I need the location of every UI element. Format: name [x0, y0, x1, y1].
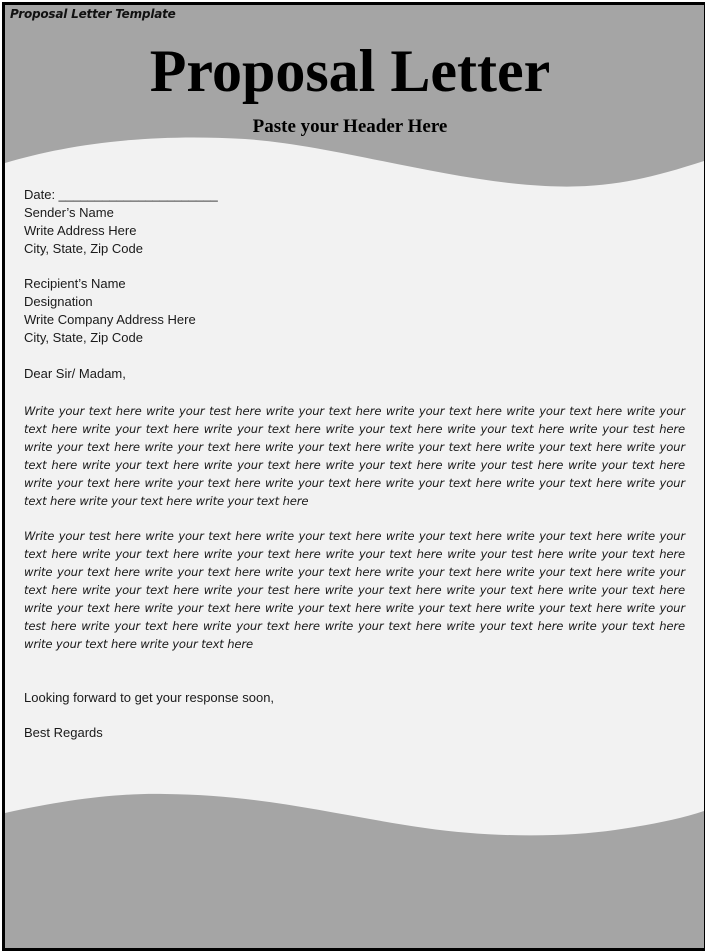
header-placeholder: Paste your Header Here — [252, 116, 448, 137]
recipient-designation: Designation — [24, 294, 93, 309]
sender-name: Sender’s Name — [24, 205, 114, 220]
sign-off: Best Regards — [24, 725, 103, 740]
body-paragraph-2: Write your test here write your text here write your text here write your text here write your text here write your text here write your text here write your text here write your text here write your test here write your text here write your text here write your text here write your text here write your text here write your text here write your text here write your text here write your test here write your text here write your text here write your text here write your text here write your text here write your text here write your text here write your text here write your test here write your text here write your text here write your text here write your text here write your text here write your text here write your text here — [24, 529, 685, 651]
date-line: Date: ______________________ — [24, 187, 218, 202]
closing-line: Looking forward to get your response soon, — [24, 690, 275, 705]
letter-page — [2, 2, 705, 951]
recipient-block — [24, 275, 686, 347]
recipient-name: Recipient’s Name — [24, 276, 126, 291]
page-title: Proposal Letter — [149, 38, 551, 104]
sender-address: Write Address Here — [24, 223, 137, 238]
recipient-company-address: Write Company Address Here — [24, 312, 196, 327]
salutation: Dear Sir/ Madam, — [24, 366, 126, 381]
template-label: Proposal Letter Template — [10, 7, 176, 21]
sender-city-state-zip: City, State, Zip Code — [24, 241, 143, 256]
sender-block — [24, 186, 686, 258]
body-paragraph-1: Write your text here write your test here write your text here write your text here write your text here write your text here write your text here write your text here write your text here write your text here write your test here write your text here write your text here write your text here write your text here write your text here write your text here write your text here write your text here write your text here write your test here write your text here write your text here write your text here write your text here write your text here write your text here write your text here write your text here write your text here — [24, 404, 685, 508]
recipient-city-state-zip: City, State, Zip Code — [24, 330, 143, 345]
